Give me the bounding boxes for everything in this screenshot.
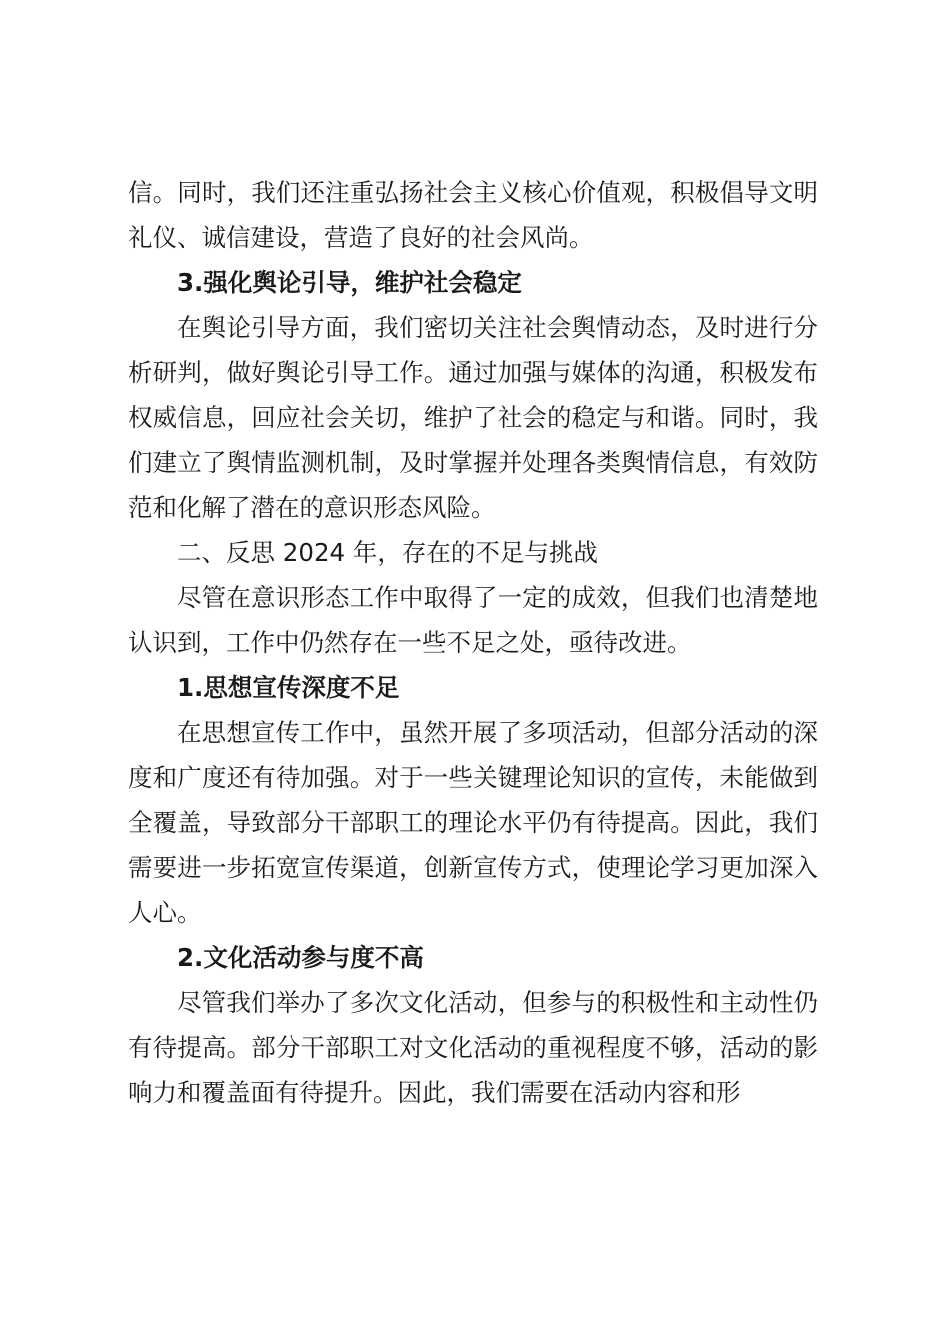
paragraph-propaganda-depth: 在思想宣传工作中，虽然开展了多项活动，但部分活动的深度和广度还有待加强。对于一些关键理论知识的宣传，未能做到全覆盖，导致部分干部职工的理论水平仍有待提高。因此，我们需要进一步拓宽宣传渠道，创新宣传方式，使理论学习更加深入人心。: [128, 718, 818, 927]
paragraph-public-opinion: 在舆论引导方面，我们密切关注社会舆情动态，及时进行分析研判，做好舆论引导工作。通过加强与媒体的沟通，积极发布权威信息，回应社会关切，维护了社会的稳定与和谐。同时，我们建立了舆情监测机制，及时掌握并处理各类舆情信息，有效防范和化解了潜在的意识形态风险。: [128, 313, 818, 522]
document-body: [128, 170, 818, 1115]
section-title-reflection: 二、反思 2024 年，存在的不足与挑战: [177, 538, 598, 567]
heading-propaganda-depth: 1.思想宣传深度不足: [177, 673, 400, 702]
paragraph-shortcomings-intro: 尽管在意识形态工作中取得了一定的成效，但我们也清楚地认识到，工作中仍然存在一些不足之处，亟待改进。: [128, 583, 818, 657]
paragraph-social-values: 信。同时，我们还注重弘扬社会主义核心价值观，积极倡导文明礼仪、诚信建设，营造了良好的社会风尚。: [128, 178, 818, 252]
heading-cultural-participation: 2.文化活动参与度不高: [177, 943, 424, 972]
heading-public-opinion: 3.强化舆论引导，维护社会稳定: [177, 268, 522, 297]
paragraph-cultural-participation: 尽管我们举办了多次文化活动，但参与的积极性和主动性仍有待提高。部分干部职工对文化活动的重视程度不够，活动的影响力和覆盖面有待提升。因此，我们需要在活动内容和形: [128, 988, 818, 1107]
